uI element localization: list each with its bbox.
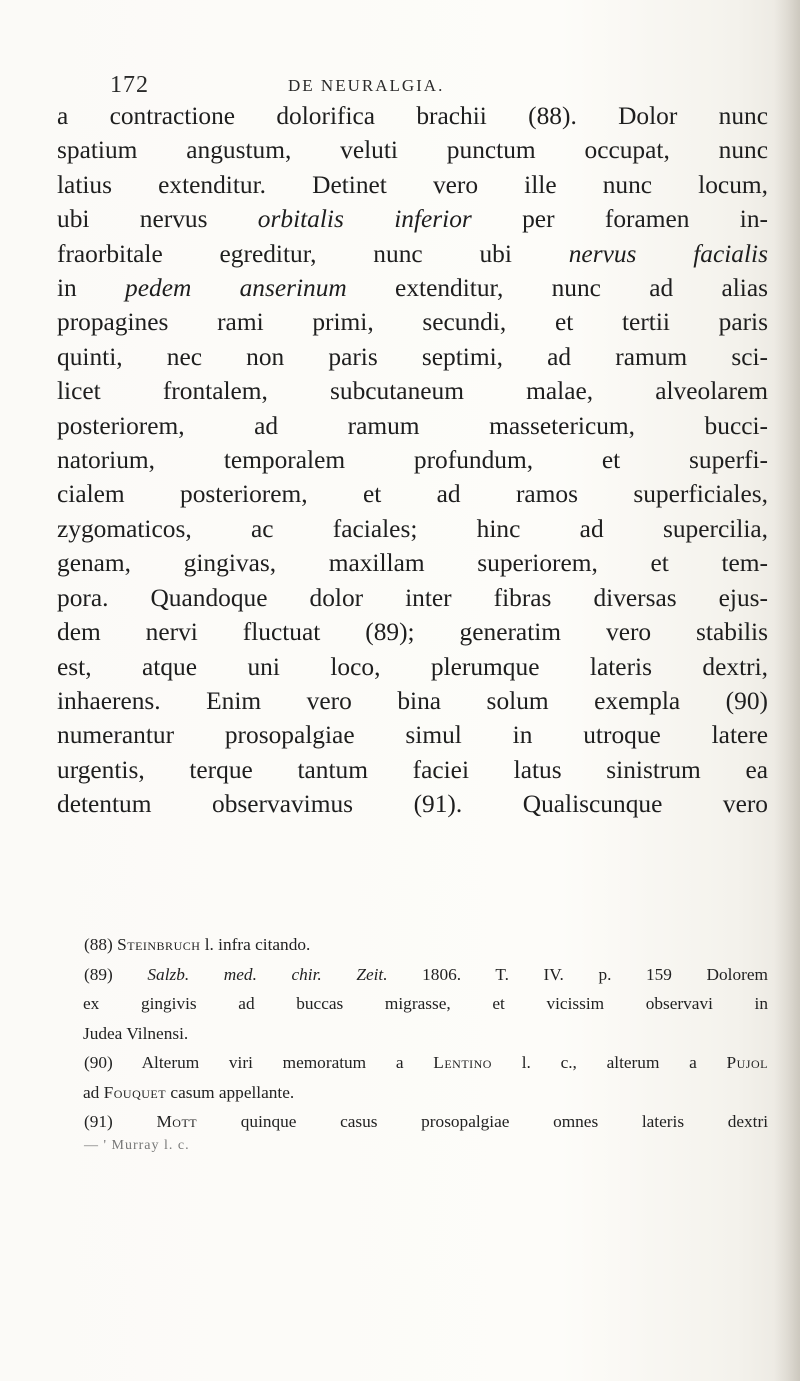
footnote-label: (91) [84,1112,113,1131]
text-line: numerantur prosopalgiae simul in utroque latere [57,721,768,750]
footnote-text: ad [83,1082,100,1102]
text-line: a contractione dolorifica brachii (88). Dolor nunc [57,102,768,130]
text-line: latius extenditur. Detinet vero ille nunc locum, [57,170,768,199]
text-line: cialem posteriorem, et ad ramos superficiales, [57,480,768,509]
italic-term: nervus facialis [568,239,768,268]
text-line: quinti, nec non paris septimi, ad ramum sci- [57,342,768,371]
footnote-label: (88) [84,935,113,954]
footnote-89-cont: ex gingivis ad buccas migrasse, et vicissim observavi in [83,994,768,1013]
text-line: fraorbitale egreditur, nunc ubi nervus facialis [57,239,768,268]
footnote-text: l. c., alterum a [521,1053,697,1072]
text-line: in pedem anserinum extenditur, nunc ad alias [57,274,768,303]
footnote-author: Fouquet [103,1082,167,1102]
footnote-text: 1806. T. IV. p. 159 Dolorem [422,964,768,984]
text-line: detentum observavimus (91). Qualiscunque vero [57,790,768,819]
italic-term: pedem anserinum [125,274,347,303]
footnote-90-cont [83,1078,768,1108]
footnote-label: (89) [84,964,113,984]
footnote-journal: Salzb. med. chir. Zeit. [147,964,388,984]
text-line: urgentis, terque tantum faciei latus sinistrum ea [57,755,768,784]
text-line: licet frontalem, subcutaneum malae, alveolarem [57,377,768,406]
footnote-90 [84,1048,768,1078]
page-number: 172 [110,72,149,98]
footnote-text: quinque casus prosopalgiae omnes lateris dextri [240,1112,768,1131]
footnote-text: Alterum viri memoratum a [141,1053,404,1072]
text-line: zygomaticos, ac faciales; hinc ad supercilia, [57,514,768,543]
main-text [57,99,768,822]
text-line: spatium angustum, veluti punctum occupat, nunc [57,136,768,165]
torn-text-fragment: — ' Murray l. c. [84,1137,190,1153]
text-line: propagines rami primi, secundi, et tertii paris [57,308,768,337]
footnotes [84,930,768,1160]
footnote-author: Pujol [726,1053,768,1072]
footnote-89-cont: Judea Vilnensi. [83,1023,189,1043]
footnote-author: Steinbruch [117,935,201,954]
footnote-text: l. infra citando. [204,935,311,954]
footnote-text: casum appellante. [170,1082,295,1102]
page-binding-shadow [774,0,800,1381]
italic-term: orbitalis inferior [257,205,472,234]
footnote-88 [84,930,768,960]
page-header [110,72,670,102]
text-line: inhaerens. Enim vero bina solum exempla (90) [57,686,768,715]
text-line: pora. Quandoque dolor inter fibras diversas ejus- [57,583,768,612]
footnote-author: Mott [156,1112,198,1131]
text-line: ubi nervus orbitalis inferior per foramen in- [57,205,768,234]
footnote-label: (90) [84,1053,113,1072]
footnote-89 [84,960,768,990]
text-line: dem nervi fluctuat (89); generatim vero stabilis [57,618,768,647]
footnote-author: Lentino [433,1053,492,1072]
running-head: DE NEURALGIA. [288,76,445,95]
text-line: posteriorem, ad ramum massetericum, bucci- [57,411,768,440]
text-line: est, atque uni loco, plerumque lateris dextri, [57,652,768,681]
text-line: genam, gingivas, maxillam superiorem, et tem- [57,549,768,578]
text-line: natorium, temporalem profundum, et superfi- [57,446,768,475]
